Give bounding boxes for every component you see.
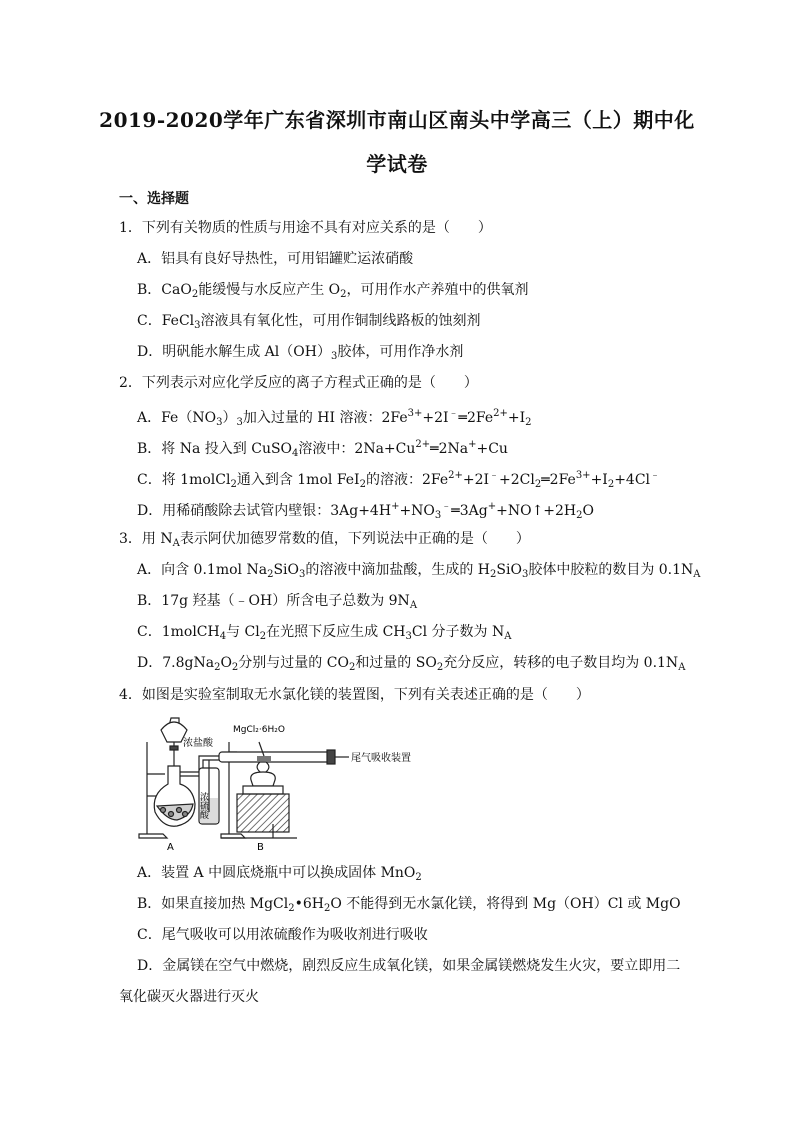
label-tail-gas: 尾气吸收装置 [351,753,411,764]
label-mgcl2: MgCl₂·6H₂O [233,725,285,735]
exam-title-line2: 学试卷 [366,152,428,176]
question-1-stem: 1．下列有关物质的性质与用途不具有对应关系的是（ ） [119,220,492,236]
exam-title-line1: 2019-2020学年广东省深圳市南山区南头中学高三（上）期中化 [99,108,695,132]
label-b: B [257,842,264,852]
label-concentrated-h2so4: 浓硫酸 [198,792,208,819]
label-a: A [167,842,174,852]
question-4-option-c: C．尾气吸收可以用浓硫酸作为吸收剂进行吸收 [137,927,428,943]
stand-base-a [139,834,167,838]
question-2-option-d: D．用稀硝酸除去试管内壁银：$3Ag+4H^++NO_3^﹣═3Ag^++NO↑+2H_2O$ [137,501,595,521]
question-4-option-b: B．如果直接加热 $MgCl_2•6H_2O$ 不能得到无水氯化镁，将得到 Mg（OH）Cl 或 MgO [137,896,681,914]
question-2-option-b: B．将 Na 投入到 CuSO$_4$溶液中：$2Na+Cu^{2+}═2Na^++Cu$ [137,439,508,459]
question-3-stem: 3．用 $N_A$表示阿伏加德罗常数的值，下列说法中正确的是（ ） [119,531,530,549]
question-3-option-c: C．1molCH$_4$与 $Cl_2$在光照下反应生成 $CH_3Cl$ 分子数为 $N_A$ [137,624,512,642]
apparatus-figure [137,716,437,852]
question-2-option-a: A．$Fe(NO_3)_3$加入过量的 HI 溶液：$2Fe^{3+}+2I^﹣═2Fe^{2+}+I_2$ [137,408,532,428]
question-2-stem: 2．下列表示对应化学反应的离子方程式正确的是（ ） [119,375,478,391]
label-concentrated-hcl: 浓盐酸 [183,738,213,749]
question-1-option-c: C．FeCl$_3$溶液具有氧化性，可用作铜制线路板的蚀刻剂 [137,313,481,331]
question-3-option-a: A．向含 0.1mol $Na_2SiO_3$的溶液中滴加盐酸，生成的 $H_2SiO_3$胶体中胶粒的数目为 $0.1N_A$ [137,562,701,580]
question-1-option-b: B．CaO$_2$能缓慢与水反应产生 $O_2$，可用作水产养殖中的供氧剂 [137,282,529,300]
question-1-option-d: D．明矾能水解生成 $Al(OH)_3$胶体，可用作净水剂 [137,344,464,362]
alcohol-lamp [251,772,276,786]
question-1-option-a: A．铝具有良好导热性，可用铝罐贮运浓硝酸 [137,251,414,267]
reaction-tube [219,752,331,762]
question-4-option-d-line2: 氧化碳灭火器进行灭火 [119,989,259,1005]
question-3-option-b: B．17g 羟基（﹣OH）所含电子总数为 $9N_A$ [137,593,418,611]
question-2-option-c: C．将 1molCl$_2$通入到含 1mol FeI$_2$的溶液：$2Fe^{2+}+2I^﹣+2Cl_2═2Fe^{3+}+I_2+4Cl^﹣$ [137,470,661,490]
question-3-option-d: D．$7.8gNa_2O_2$分别与过量的 $CO_2$和过量的 $SO_2$充分反应，转移的电子数目均为 $0.1N_A$ [137,655,686,673]
question-4-option-a: A．装置 A 中圆底烧瓶中可以换成固体 MnO$_2$ [137,865,422,883]
lab-block [237,794,289,832]
section-heading: 一、选择题 [119,191,189,207]
question-4-stem: 4．如图是实验室制取无水氯化镁的装置图，下列有关表述正确的是（ ） [119,687,590,703]
question-4-option-d-line1: D．金属镁在空气中燃烧，剧烈反应生成氧化镁，如果金属镁燃烧发生火灾，要立即用二 [137,958,681,974]
